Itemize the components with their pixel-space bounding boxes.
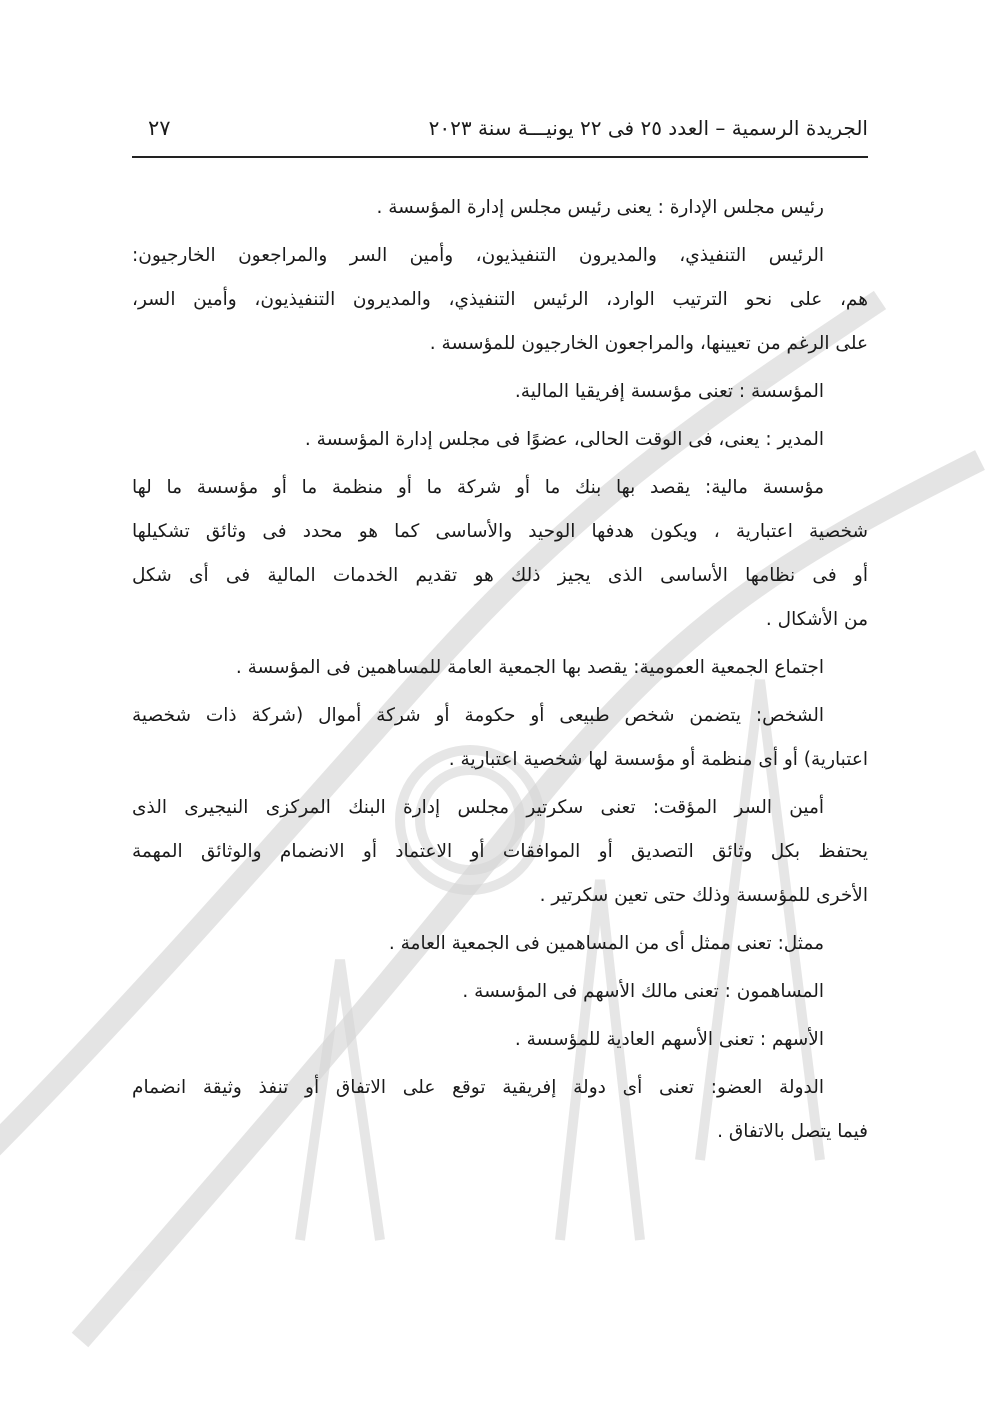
text-line: يحتفظ بكل وثائق التصديق أو الموافقات أو الاعتماد أو الانضمام والوثائق المهمة	[132, 841, 868, 862]
text-line: الدولة العضو: تعنى أى دولة إفريقية توقع على الاتفاق أو تنفذ وثيقة انضمام	[132, 1077, 824, 1098]
text-line: من الأشكال .	[765, 609, 868, 630]
text-line: المساهمون : تعنى مالك الأسهم فى المؤسسة .	[462, 981, 824, 1002]
text-line: شخصية اعتبارية ، ويكون هدفها الوحيد والأساسى كما هو محدد فى وثائق تشكيلها	[132, 521, 868, 542]
text-line: الشخص: يتضمن شخص طبيعى أو حكومة أو شركة أموال (شركة ذات شخصية	[132, 705, 824, 726]
text-line: مؤسسة مالية: يقصد بها بنك ما أو شركة ما أو منظمة ما أو مؤسسة ما لها	[132, 477, 824, 498]
paragraph	[132, 370, 868, 414]
text-line: المؤسسة : تعنى مؤسسة إفريقيا المالية.	[514, 381, 824, 402]
text-line: هم، على نحو الترتيب الوارد، الرئيس التنفيذي، والمديرون التنفيذيون، وأمين السر،	[132, 289, 868, 310]
text-line: على الرغم من تعيينها، والمراجعون الخارجيون للمؤسسة .	[429, 333, 868, 354]
text-line: أمين السر المؤقت: تعنى سكرتير مجلس إدارة البنك المركزى النيجيرى الذى	[132, 797, 824, 818]
header-title: الجريدة الرسمية – العدد ٢٥ فى ٢٢ يونيـــة سنة ٢٠٢٣	[428, 116, 868, 140]
paragraph	[132, 1018, 868, 1062]
page-header	[132, 110, 868, 158]
paragraph	[132, 1066, 868, 1154]
text-line: الرئيس التنفيذي، والمديرون التنفيذيون، وأمين السر والمراجعون الخارجيون:	[132, 245, 824, 266]
paragraph	[132, 466, 868, 642]
paragraph	[132, 694, 868, 782]
text-line: ممثل: تعنى ممثل أى من المساهمين فى الجمعية العامة .	[388, 933, 824, 954]
paragraph	[132, 786, 868, 918]
text-line: رئيس مجلس الإدارة : يعنى رئيس مجلس إدارة المؤسسة .	[376, 197, 824, 218]
text-line: الأسهم : تعنى الأسهم العادية للمؤسسة .	[514, 1029, 824, 1050]
text-line: الأخرى للمؤسسة وذلك حتى تعين سكرتير .	[539, 885, 868, 906]
paragraph	[132, 418, 868, 462]
paragraph	[132, 186, 868, 230]
paragraph	[132, 970, 868, 1014]
paragraph	[132, 234, 868, 366]
page-number: ٢٧	[148, 116, 171, 140]
paragraph	[132, 646, 868, 690]
body-text	[132, 186, 868, 1154]
text-line: المدير : يعنى، فى الوقت الحالى، عضوًا فى مجلس إدارة المؤسسة .	[304, 429, 824, 450]
text-line: اجتماع الجمعية العمومية: يقصد بها الجمعية العامة للمساهمين فى المؤسسة .	[235, 657, 824, 678]
text-line: أو فى نظامها الأساسى الذى يجيز ذلك هو تقديم الخدمات المالية فى أى شكل	[132, 565, 868, 586]
text-line: فيما يتصل بالاتفاق .	[717, 1121, 868, 1142]
text-line: اعتبارية) أو أى منظمة أو مؤسسة لها شخصية اعتبارية .	[448, 749, 868, 770]
paragraph	[132, 922, 868, 966]
